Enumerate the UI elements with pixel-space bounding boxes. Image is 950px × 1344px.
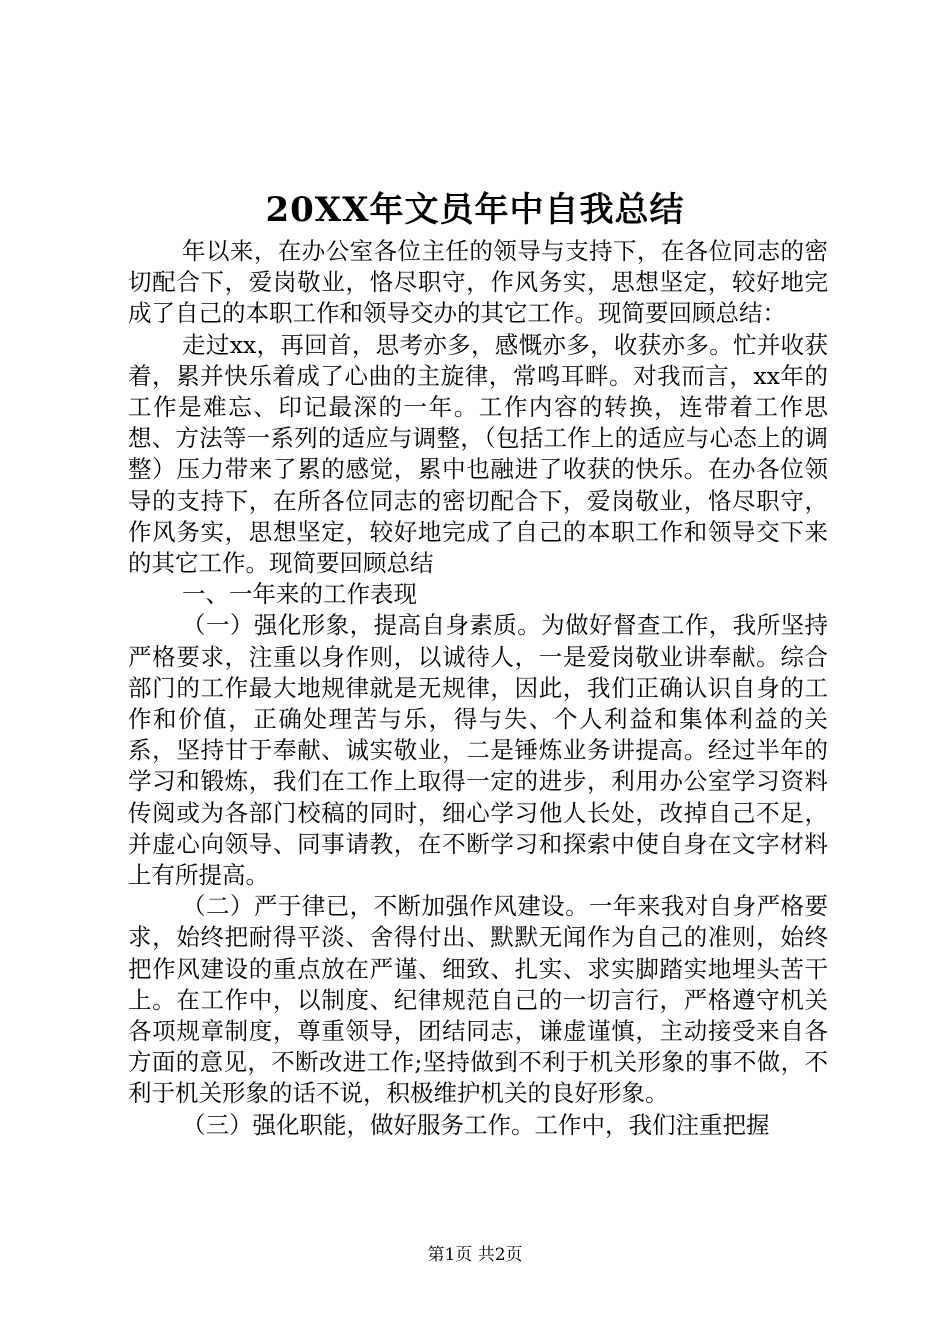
document-title: 20XX年文员年中自我总结 [265,190,685,230]
paragraph-item-1: （一）强化形象，提高自身素质。为做好督查工作，我所坚持严格要求，注重以身作则，以诚待人，一是爱岗敬业讲奉献。综合部门的工作最大地规律就是无规律，因此，我们正确认识自身的工作和价值，正确处理苦与乐，得与失、个人利益和集体利益的关系，坚持甘于奉献、诚实敬业，二是锤炼业务讲提高。经过半年的学习和锻炼，我们在工作上取得一定的进步，利用办公室学习资料传阅或为各部门校稿的同时，细心学习他人长处，改掉自己不足，并虚心向领导、同事请教，在不断学习和探索中使自身在文字材料上有所提高。 [128,611,828,890]
paragraph-item-2: （二）严于律已，不断加强作风建设。一年来我对自身严格要求，始终把耐得平淡、舍得付出、默默无闻作为自己的准则，始终把作风建设的重点放在严谨、细致、扎实、求实脚踏实地埋头苦干上。在工作中，以制度、纪律规范自己的一切言行，严格遵守机关各项规章制度，尊重领导，团结同志，谦虚谨慎，主动接受来自各方面的意见，不断改进工作;坚持做到不利于机关形象的事不做，不利于机关形象的话不说，积极维护机关的良好形象。 [128,892,828,1108]
section-heading-1: 一、一年来的工作表现 [182,580,418,609]
paragraph-reflection: 走过xx，再回首，思考亦多，感慨亦多，收获亦多。忙并收获着，累并快乐着成了心曲的主旋律，常鸣耳畔。对我而言，xx年的工作是难忘、印记最深的一年。工作内容的转换，连带着工作思想、方法等一系列的适应与调整，（包括工作上的适应与心态上的调整）压力带来了累的感觉，累中也融进了收获的快乐。在办各位领导的支持下，在所各位同志的密切配合下，爱岗敬业，恪尽职守，作风务实，思想坚定，较好地完成了自己的本职工作和领导交下来的其它工作。现简要回顾总结 [128,330,828,578]
document-body [128,236,828,1141]
page-footer: 第1页 共2页 [427,1245,523,1265]
paragraph-item-3: （三）强化职能，做好服务工作。工作中，我们注重把握 [182,1110,770,1139]
paragraph-intro: 年以来，在办公室各位主任的领导与支持下，在各位同志的密切配合下，爱岗敬业，恪尽职守，作风务实，思想坚定，较好地完成了自己的本职工作和领导交办的其它工作。现简要回顾总结： [128,237,828,328]
